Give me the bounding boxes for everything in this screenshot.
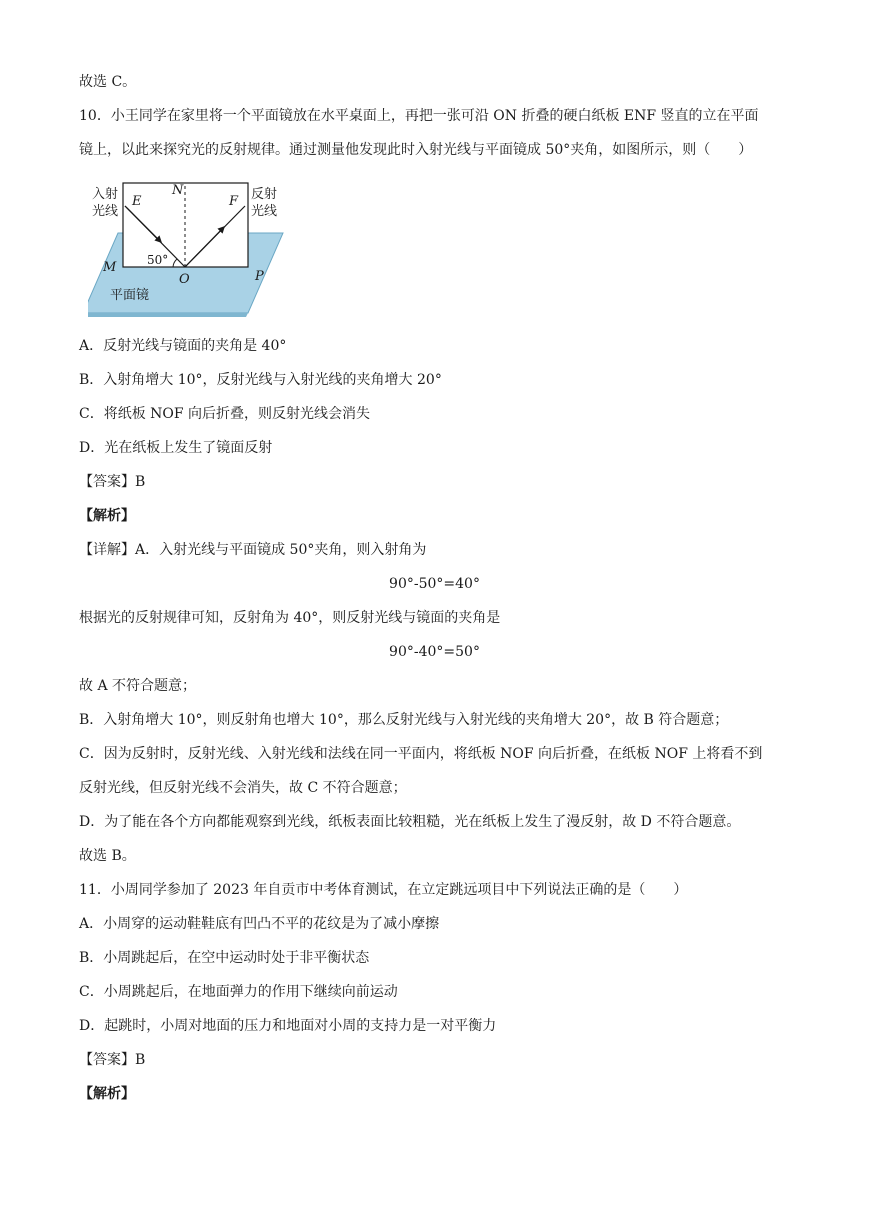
q10-detail-6: 反射光线，但反射光线不会消失，故 C 不符合题意； xyxy=(79,780,407,796)
q11-option-b: B．小周跳起后，在空中运动时处于非平衡状态 xyxy=(79,950,370,966)
label-P: P xyxy=(255,269,264,284)
label-E: E xyxy=(132,194,142,209)
q10-detail-5: C．因为反射时，反射光线、入射光线和法线在同一平面内，将纸板 NOF 向后折叠，在纸板 NOF 上将看不到 xyxy=(79,746,763,762)
label-N: N xyxy=(172,183,184,198)
label-angle: 50° xyxy=(147,253,169,267)
q10-stem-line-1: 10．小王同学在家里将一个平面镜放在水平桌面上，再把一张可沿 ON 折叠的硬白纸板 ENF 竖直的立在平面 xyxy=(79,108,759,124)
q10-option-a: A．反射光线与镜面的夹角是 40° xyxy=(79,338,287,354)
q10-detail-7: D．为了能在各个方向都能观察到光线，纸板表面比较粗糙，光在纸板上发生了漫反射，故 D 不符合题意。 xyxy=(79,814,741,830)
q10-stem-line-2: 镜上，以此来探究光的反射规律。通过测量他发现此时入射光线与平面镜成 50°夹角，如图所示，则（ ） xyxy=(79,142,753,158)
label-incident-2: 光线 xyxy=(92,204,119,219)
label-O: O xyxy=(179,272,190,287)
q10-detail-2: 根据光的反射规律可知，反射角为 40°，则反射光线与镜面的夹角是 xyxy=(79,610,501,626)
q10-option-d: D．光在纸板上发生了镜面反射 xyxy=(79,440,273,456)
line-prev-answer: 故选 C。 xyxy=(79,74,137,90)
label-F: F xyxy=(229,194,239,209)
q10-detail-3: 故 A 不符合题意； xyxy=(79,678,197,694)
q10-detail-1: 【详解】A．入射光线与平面镜成 50°夹角，则入射角为 xyxy=(79,542,427,558)
q10-formula-1: 90°-50°=40° xyxy=(389,576,480,592)
q10-detail-8: 故选 B。 xyxy=(79,848,136,864)
q10-detail-4: B．入射角增大 10°，则反射角也增大 10°，那么反射光线与入射光线的夹角增大 20°，故 B 符合题意； xyxy=(79,712,729,728)
q11-analysis-heading: 【解析】 xyxy=(79,1086,135,1102)
q11-stem: 11．小周同学参加了 2023 年自贡市中考体育测试，在立定跳远项目中下列说法正确的是（ ） xyxy=(79,882,688,898)
label-reflect-2: 光线 xyxy=(251,204,278,219)
q10-option-b: B．入射角增大 10°，反射光线与入射光线的夹角增大 20° xyxy=(79,372,442,388)
mirror-front-edge xyxy=(88,313,248,317)
q10-option-c: C．将纸板 NOF 向后折叠，则反射光线会消失 xyxy=(79,406,371,422)
reflection-diagram xyxy=(88,178,288,318)
label-reflect-1: 反射 xyxy=(251,187,278,202)
q10-analysis-heading: 【解析】 xyxy=(79,508,135,524)
q11-option-a: A．小周穿的运动鞋鞋底有凹凸不平的花纹是为了减小摩擦 xyxy=(79,916,440,932)
q11-option-d: D．起跳时，小周对地面的压力和地面对小周的支持力是一对平衡力 xyxy=(79,1018,497,1034)
q11-answer: 【答案】B xyxy=(79,1052,146,1068)
label-M: M xyxy=(103,260,117,275)
q11-option-c: C．小周跳起后，在地面弹力的作用下继续向前运动 xyxy=(79,984,398,1000)
label-mirror: 平面镜 xyxy=(110,288,150,303)
q10-answer: 【答案】B xyxy=(79,474,146,490)
label-incident-1: 入射 xyxy=(92,187,119,202)
q10-formula-2: 90°-40°=50° xyxy=(389,644,480,660)
